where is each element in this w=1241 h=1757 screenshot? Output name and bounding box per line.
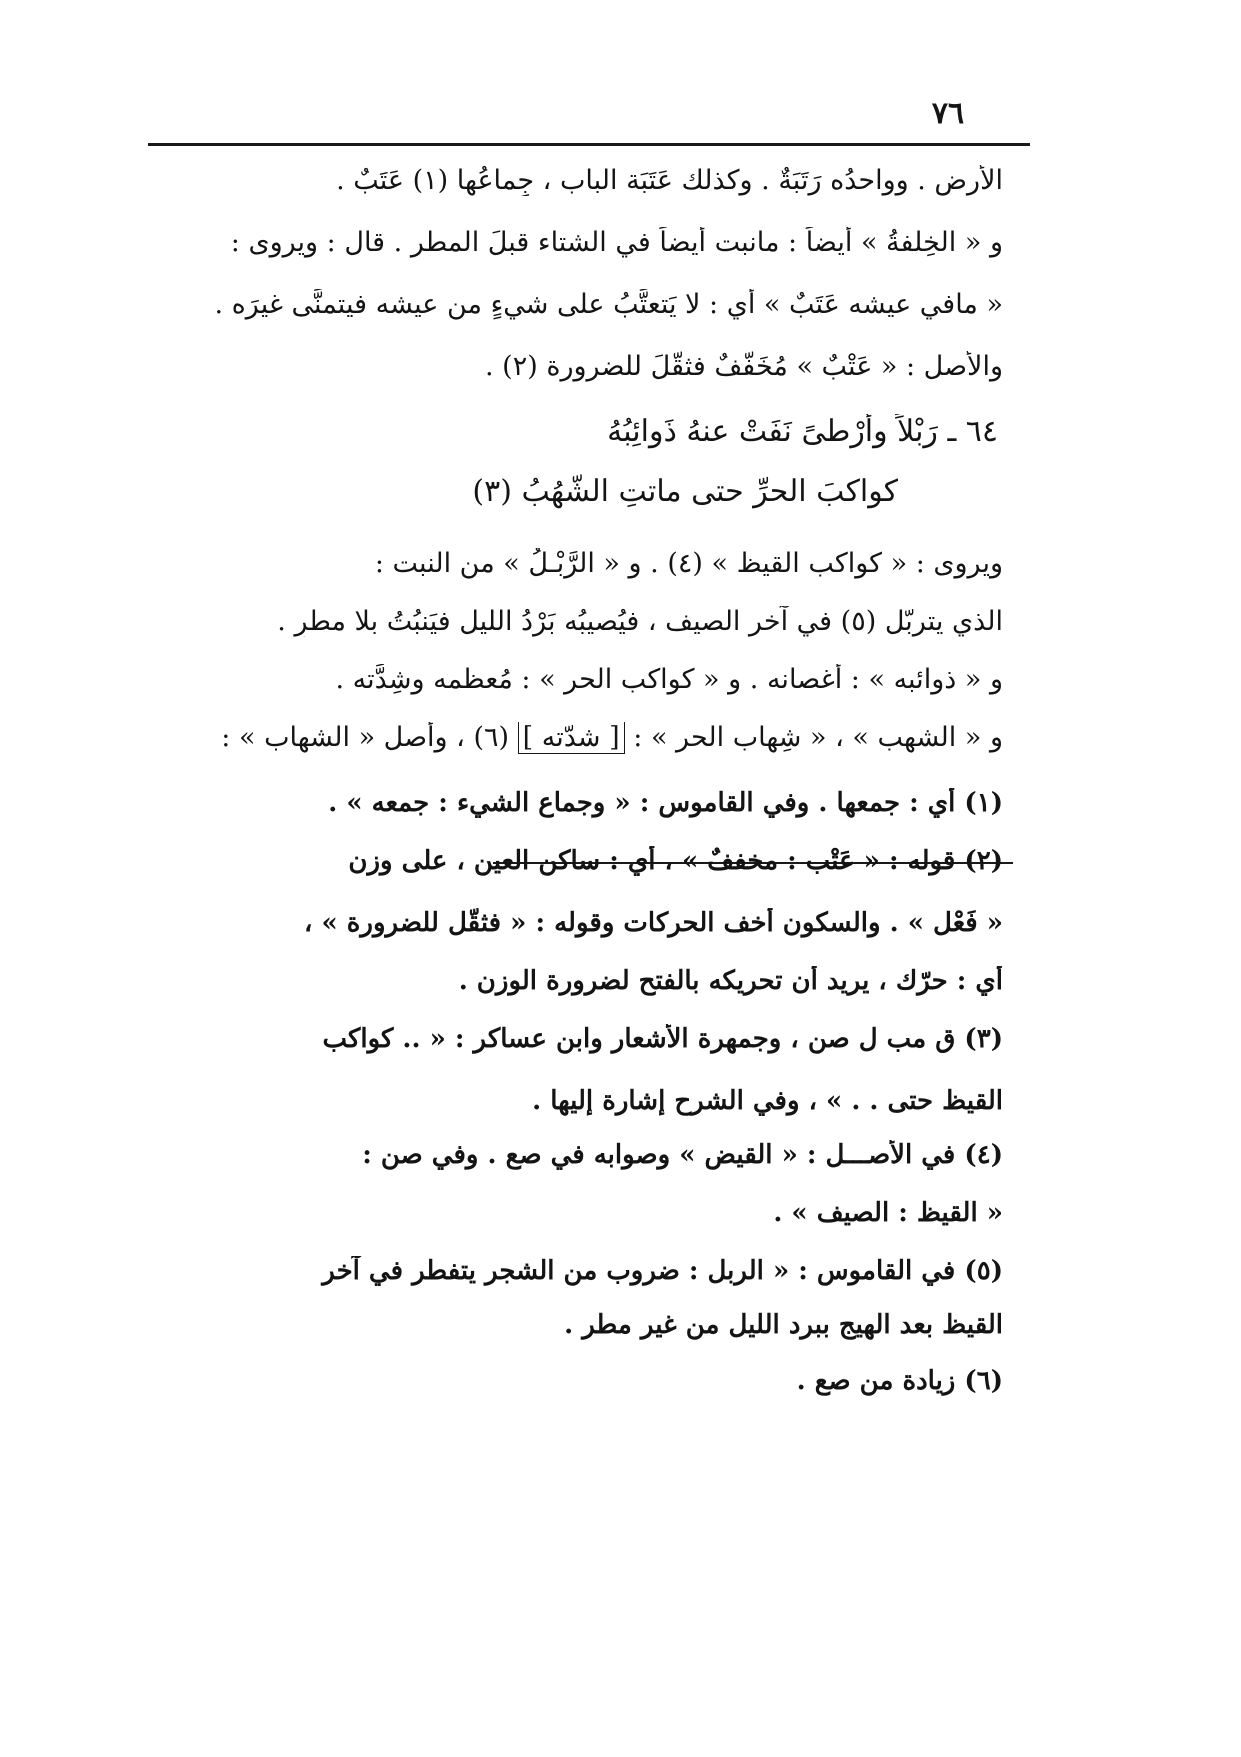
footnote-3-line-1: (٣) ق مب ل صن ، وجمهرة الأشعار وابن عساكر : « .. كواكب bbox=[322, 1024, 1003, 1054]
verse-hemistich-2: كواكبَ الحرِّ حتى ماتتِ الشُّهُبُ (٣) bbox=[472, 474, 898, 509]
footnote-1: (١) أي : جمعها . وفي القاموس : « وجماع الشيء : جمعه » . bbox=[328, 788, 1003, 818]
body-line-2: و « الخِلفةُ » أيضاً : مانبت أيضاً في الشتاء قبلَ المطر . قال : ويروى : bbox=[230, 227, 1003, 258]
footnote-2-line-1: (٢) قوله : « عَتْب : مخففٌ » ، أي : ساكن العين ، على وزن bbox=[348, 846, 1003, 876]
page-number: ٧٦ bbox=[931, 96, 965, 131]
footnote-6: (٦) زيادة من صع . bbox=[796, 1366, 1003, 1396]
header-rule bbox=[148, 143, 1030, 146]
footnote-3-line-2: القيظ حتى . . » ، وفي الشرح إشارة إليها . bbox=[532, 1086, 1003, 1116]
footnote-4-line-2: « القيظ : الصيف » . bbox=[773, 1198, 1003, 1228]
footnote-4-line-1: (٤) في الأصـــل : « القيض » وصوابه في صع . وفي صن : bbox=[362, 1140, 1003, 1170]
commentary-line-4-start: و « الشهب » ، « شِهاب الحر » : bbox=[633, 722, 1003, 753]
footnote-2-line-3: أي : حرّك ، يريد أن تحريكه بالفتح لضرورة الوزن . bbox=[458, 966, 1003, 996]
commentary-line-4-end: (٦) ، وأصل « الشهاب » : bbox=[221, 722, 510, 753]
body-line-1: الأرض . وواحدُه رَتَبَةٌ . وكذلك عَتَبَة الباب ، جِماعُها (١) عَتَبٌ . bbox=[336, 165, 1003, 196]
verse-hemistich-1: ٦٤ ـ رَبْلاً وأَرْطىً نَفَتْ عنهُ ذَوائِبُهُ bbox=[607, 414, 998, 449]
commentary-line-3: و « ذوائبه » : أغصانه . و « كواكب الحر » : مُعظمه وشِدَّته . bbox=[335, 664, 1003, 695]
body-line-4: والأصل : « عَتْبٌ » مُخَفَّفٌ فثقَّلَ للضرورة (٢) . bbox=[485, 351, 1003, 382]
footnote-5-line-1: (٥) في القاموس : « الربل : ضروب من الشجر يتفطر في آخر bbox=[322, 1256, 1003, 1286]
commentary-line-4 bbox=[163, 722, 1003, 754]
footnote-5-line-2: القيظ بعد الهيج ببرد الليل من غير مطر . bbox=[564, 1310, 1003, 1340]
footnote-2-line-2: « فَعْل » . والسكون أخف الحركات وقوله : « فثقّل للضرورة » ، bbox=[304, 908, 1003, 938]
body-line-3: « مافي عيشه عَتَبٌ » أي : لا يَتعتَّبُ على شيءٍ من عيشه فيتمنَّى غيرَه . bbox=[214, 289, 1003, 320]
commentary-line-2: الذي يتربّل (٥) في آخر الصيف ، فيُصيبُه بَرْدُ الليل فيَنبُتُ بلا مطرٍ . bbox=[277, 606, 1003, 637]
bracketed-addition: [ شدّته ] bbox=[518, 722, 625, 754]
commentary-line-1: ويروى : « كواكب القيظ » (٤) . و « الرَّبْـلُ » من النبت : bbox=[374, 548, 1003, 579]
